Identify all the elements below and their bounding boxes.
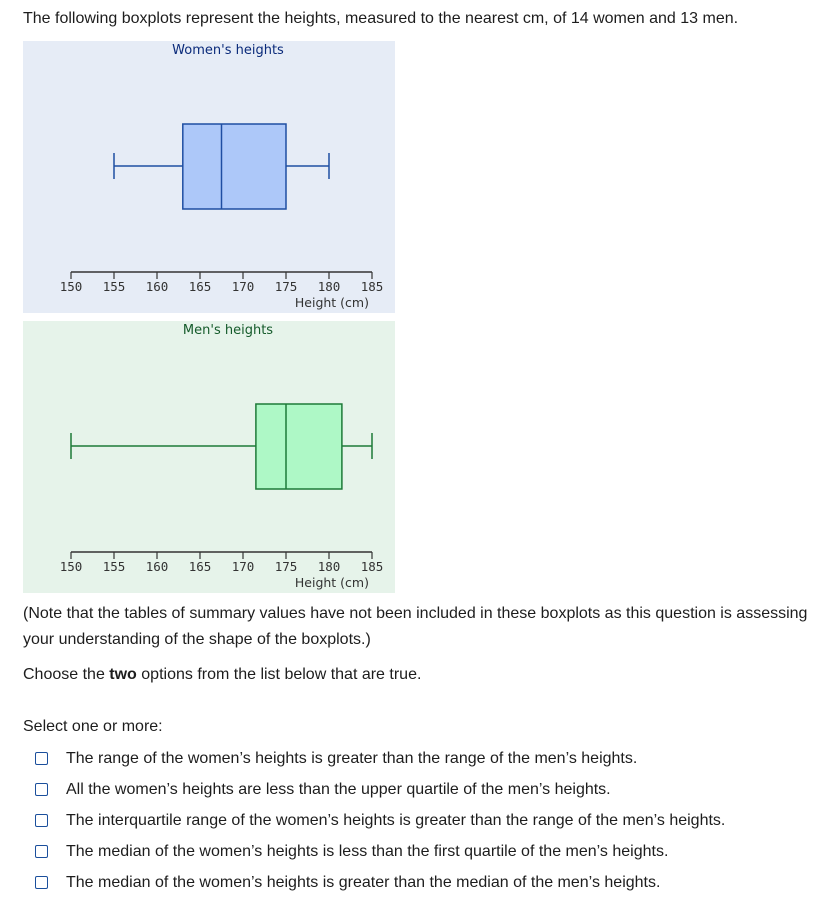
x-tick-label-160: 160 xyxy=(145,279,169,294)
x-tick-label-150: 150 xyxy=(59,559,83,574)
question-note: (Note that the tables of summary values have not been included in these boxplots as this question is assessing your understanding of the shape of the boxplots.) xyxy=(23,605,808,648)
x-axis-label: Height (cm) xyxy=(294,295,369,310)
question-instruction xyxy=(23,662,421,688)
x-tick-label-185: 185 xyxy=(360,559,384,574)
x-tick-label-175: 175 xyxy=(274,559,298,574)
question-intro: The following boxplots represent the heights, measured to the nearest cm, of 14 women and 13 men. xyxy=(23,10,739,27)
checkbox-option-4[interactable] xyxy=(35,845,48,858)
option-1-label[interactable]: The range of the women’s heights is greater than the range of the men’s heights. xyxy=(66,749,638,767)
x-tick-label-155: 155 xyxy=(102,279,126,294)
option-3-label[interactable]: The interquartile range of the women’s heights is greater than the range of the men’s heights. xyxy=(66,811,726,829)
x-tick-label-170: 170 xyxy=(231,559,255,574)
answer-options xyxy=(35,743,725,898)
option-5-label[interactable]: The median of the women’s heights is greater than the median of the men’s heights. xyxy=(66,873,661,891)
option-4[interactable] xyxy=(35,836,725,867)
iqr-box xyxy=(256,404,342,489)
x-tick-label-180: 180 xyxy=(317,559,341,574)
checkbox-option-3[interactable] xyxy=(35,814,48,827)
option-1[interactable] xyxy=(35,743,725,774)
x-tick-label-165: 165 xyxy=(188,559,212,574)
option-5[interactable] xyxy=(35,867,725,898)
iqr-box xyxy=(183,124,286,209)
instruction-post: options from the list below that are true. xyxy=(136,666,422,683)
x-tick-label-155: 155 xyxy=(102,559,126,574)
option-2[interactable] xyxy=(35,774,725,805)
x-tick-label-185: 185 xyxy=(360,279,384,294)
men-boxplot xyxy=(23,321,395,593)
checkbox-option-1[interactable] xyxy=(35,752,48,765)
option-4-label[interactable]: The median of the women’s heights is less than the first quartile of the men’s heights. xyxy=(66,842,669,860)
women-boxplot xyxy=(23,41,395,313)
x-tick-label-165: 165 xyxy=(188,279,212,294)
x-tick-label-160: 160 xyxy=(145,559,169,574)
x-tick-label-180: 180 xyxy=(317,279,341,294)
option-3[interactable] xyxy=(35,805,725,836)
checkbox-option-5[interactable] xyxy=(35,876,48,889)
x-tick-label-150: 150 xyxy=(59,279,83,294)
select-prompt: Select one or more: xyxy=(23,718,163,735)
checkbox-option-2[interactable] xyxy=(35,783,48,796)
x-tick-label-170: 170 xyxy=(231,279,255,294)
option-2-label[interactable]: All the women’s heights are less than the upper quartile of the men’s heights. xyxy=(66,780,611,798)
plot-title: Men's heights xyxy=(182,323,274,338)
instruction-bold: two xyxy=(109,666,137,683)
instruction-pre: Choose the xyxy=(23,666,110,683)
x-axis-label: Height (cm) xyxy=(294,575,369,590)
x-tick-label-175: 175 xyxy=(274,279,298,294)
plot-title: Women's heights xyxy=(172,43,284,58)
